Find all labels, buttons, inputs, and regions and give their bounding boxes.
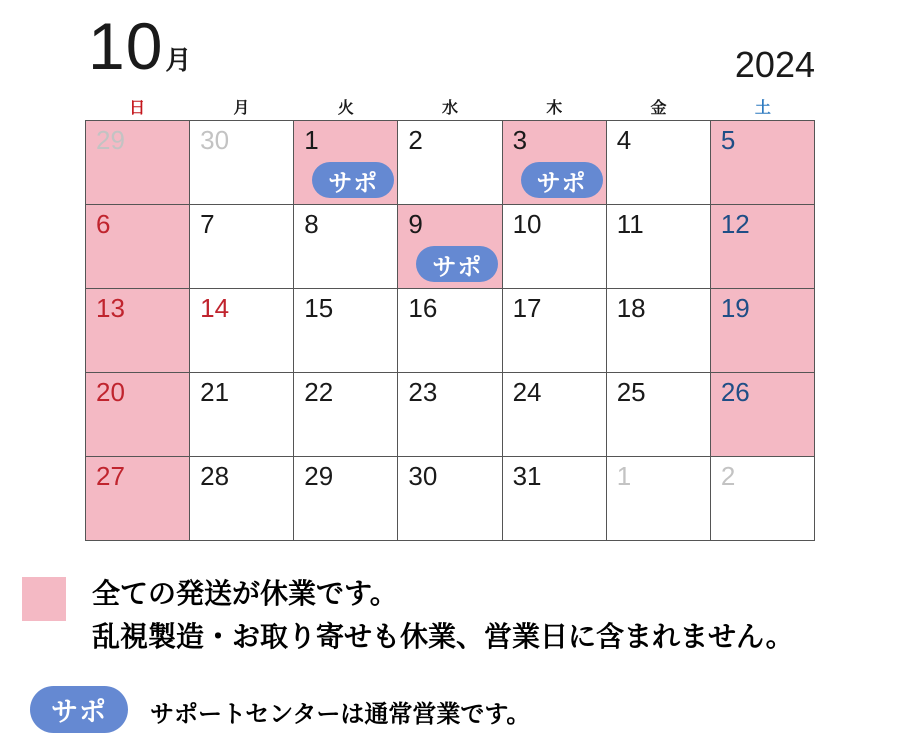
day-cell-29 bbox=[294, 457, 398, 541]
support-badge: サポ bbox=[416, 246, 498, 282]
day-cell-27 bbox=[86, 457, 190, 541]
day-cell-14 bbox=[190, 289, 294, 373]
day-number: 1 bbox=[616, 461, 632, 491]
day-cell-4 bbox=[607, 121, 711, 205]
day-cell-6 bbox=[86, 205, 190, 289]
day-cell-31 bbox=[503, 457, 607, 541]
day-number: 8 bbox=[304, 209, 319, 239]
day-cell-21 bbox=[190, 373, 294, 457]
day-number: 10 bbox=[512, 209, 542, 239]
month-suffix-label: 月 bbox=[165, 45, 192, 75]
year-label: 2024 bbox=[734, 44, 815, 85]
day-number: 30 bbox=[200, 125, 230, 155]
support-legend-badge: サポ bbox=[30, 686, 128, 733]
weekday-header-row bbox=[85, 94, 815, 118]
weekday-label-0: 日 bbox=[129, 99, 146, 117]
day-cell-28 bbox=[190, 457, 294, 541]
day-number: 17 bbox=[512, 293, 542, 323]
day-number: 13 bbox=[96, 293, 125, 323]
day-number: 22 bbox=[304, 377, 334, 407]
month-number: 10 bbox=[88, 9, 164, 83]
day-cell-11 bbox=[607, 205, 711, 289]
support-badge: サポ bbox=[521, 162, 603, 198]
day-number: 26 bbox=[720, 377, 750, 407]
day-cell-26 bbox=[711, 373, 815, 457]
day-cell-12 bbox=[711, 205, 815, 289]
calendar-title bbox=[88, 10, 191, 83]
day-number: 21 bbox=[200, 377, 230, 407]
calendar-grid bbox=[85, 120, 815, 541]
day-number: 11 bbox=[616, 209, 644, 239]
day-cell-29 bbox=[86, 121, 190, 205]
day-cell-24 bbox=[503, 373, 607, 457]
day-number: 29 bbox=[304, 461, 334, 491]
day-cell-20 bbox=[86, 373, 190, 457]
support-legend-text: サポートセンターは通常営業です。 bbox=[150, 701, 531, 728]
day-cell-1 bbox=[607, 457, 711, 541]
day-cell-3 bbox=[503, 121, 607, 205]
day-cell-15 bbox=[294, 289, 398, 373]
support-badge: サポ bbox=[312, 162, 394, 198]
day-cell-10 bbox=[503, 205, 607, 289]
day-number: 18 bbox=[616, 293, 646, 323]
day-number: 31 bbox=[512, 461, 542, 491]
day-number: 7 bbox=[200, 209, 215, 239]
day-number: 24 bbox=[512, 377, 542, 407]
day-cell-18 bbox=[607, 289, 711, 373]
day-number: 28 bbox=[200, 461, 230, 491]
day-cell-2 bbox=[711, 457, 815, 541]
day-number: 3 bbox=[512, 125, 528, 155]
weekday-label-4: 木 bbox=[546, 99, 563, 117]
day-cell-17 bbox=[503, 289, 607, 373]
day-number: 2 bbox=[720, 461, 736, 491]
day-number: 15 bbox=[304, 293, 334, 323]
day-cell-25 bbox=[607, 373, 711, 457]
day-cell-22 bbox=[294, 373, 398, 457]
weekday-label-3: 水 bbox=[441, 99, 458, 117]
weekday-label-1: 月 bbox=[233, 99, 250, 117]
weekday-label-2: 火 bbox=[337, 99, 354, 117]
day-number: 6 bbox=[96, 209, 111, 239]
day-number: 29 bbox=[96, 125, 125, 155]
day-cell-2 bbox=[398, 121, 502, 205]
day-cell-8 bbox=[294, 205, 398, 289]
closed-day-legend-text bbox=[92, 572, 882, 659]
day-number: 27 bbox=[96, 461, 125, 491]
day-cell-1 bbox=[294, 121, 398, 205]
day-number: 16 bbox=[408, 293, 438, 323]
day-number: 30 bbox=[408, 461, 438, 491]
day-cell-9 bbox=[398, 205, 502, 289]
day-number: 14 bbox=[200, 293, 230, 323]
day-number: 4 bbox=[616, 125, 632, 155]
day-number: 2 bbox=[408, 125, 423, 155]
day-cell-19 bbox=[711, 289, 815, 373]
weekday-label-6: 土 bbox=[754, 99, 771, 117]
day-number: 12 bbox=[720, 209, 750, 239]
day-number: 23 bbox=[408, 377, 438, 407]
day-cell-23 bbox=[398, 373, 502, 457]
day-number: 25 bbox=[616, 377, 646, 407]
day-number: 9 bbox=[408, 209, 423, 239]
day-number: 19 bbox=[720, 293, 750, 323]
day-cell-30 bbox=[398, 457, 502, 541]
day-cell-13 bbox=[86, 289, 190, 373]
day-cell-30 bbox=[190, 121, 294, 205]
day-number: 5 bbox=[720, 125, 736, 155]
day-number: 20 bbox=[96, 377, 125, 407]
weekday-label-5: 金 bbox=[650, 99, 667, 117]
day-cell-7 bbox=[190, 205, 294, 289]
closed-day-legend-swatch bbox=[22, 577, 66, 621]
day-cell-16 bbox=[398, 289, 502, 373]
day-number: 1 bbox=[304, 125, 319, 155]
closed-legend-line-2: 乱視製造・お取り寄せも休業、営業日に含まれません。 bbox=[92, 621, 794, 653]
closed-legend-line-1: 全ての発送が休業です。 bbox=[92, 578, 398, 609]
day-cell-5 bbox=[711, 121, 815, 205]
